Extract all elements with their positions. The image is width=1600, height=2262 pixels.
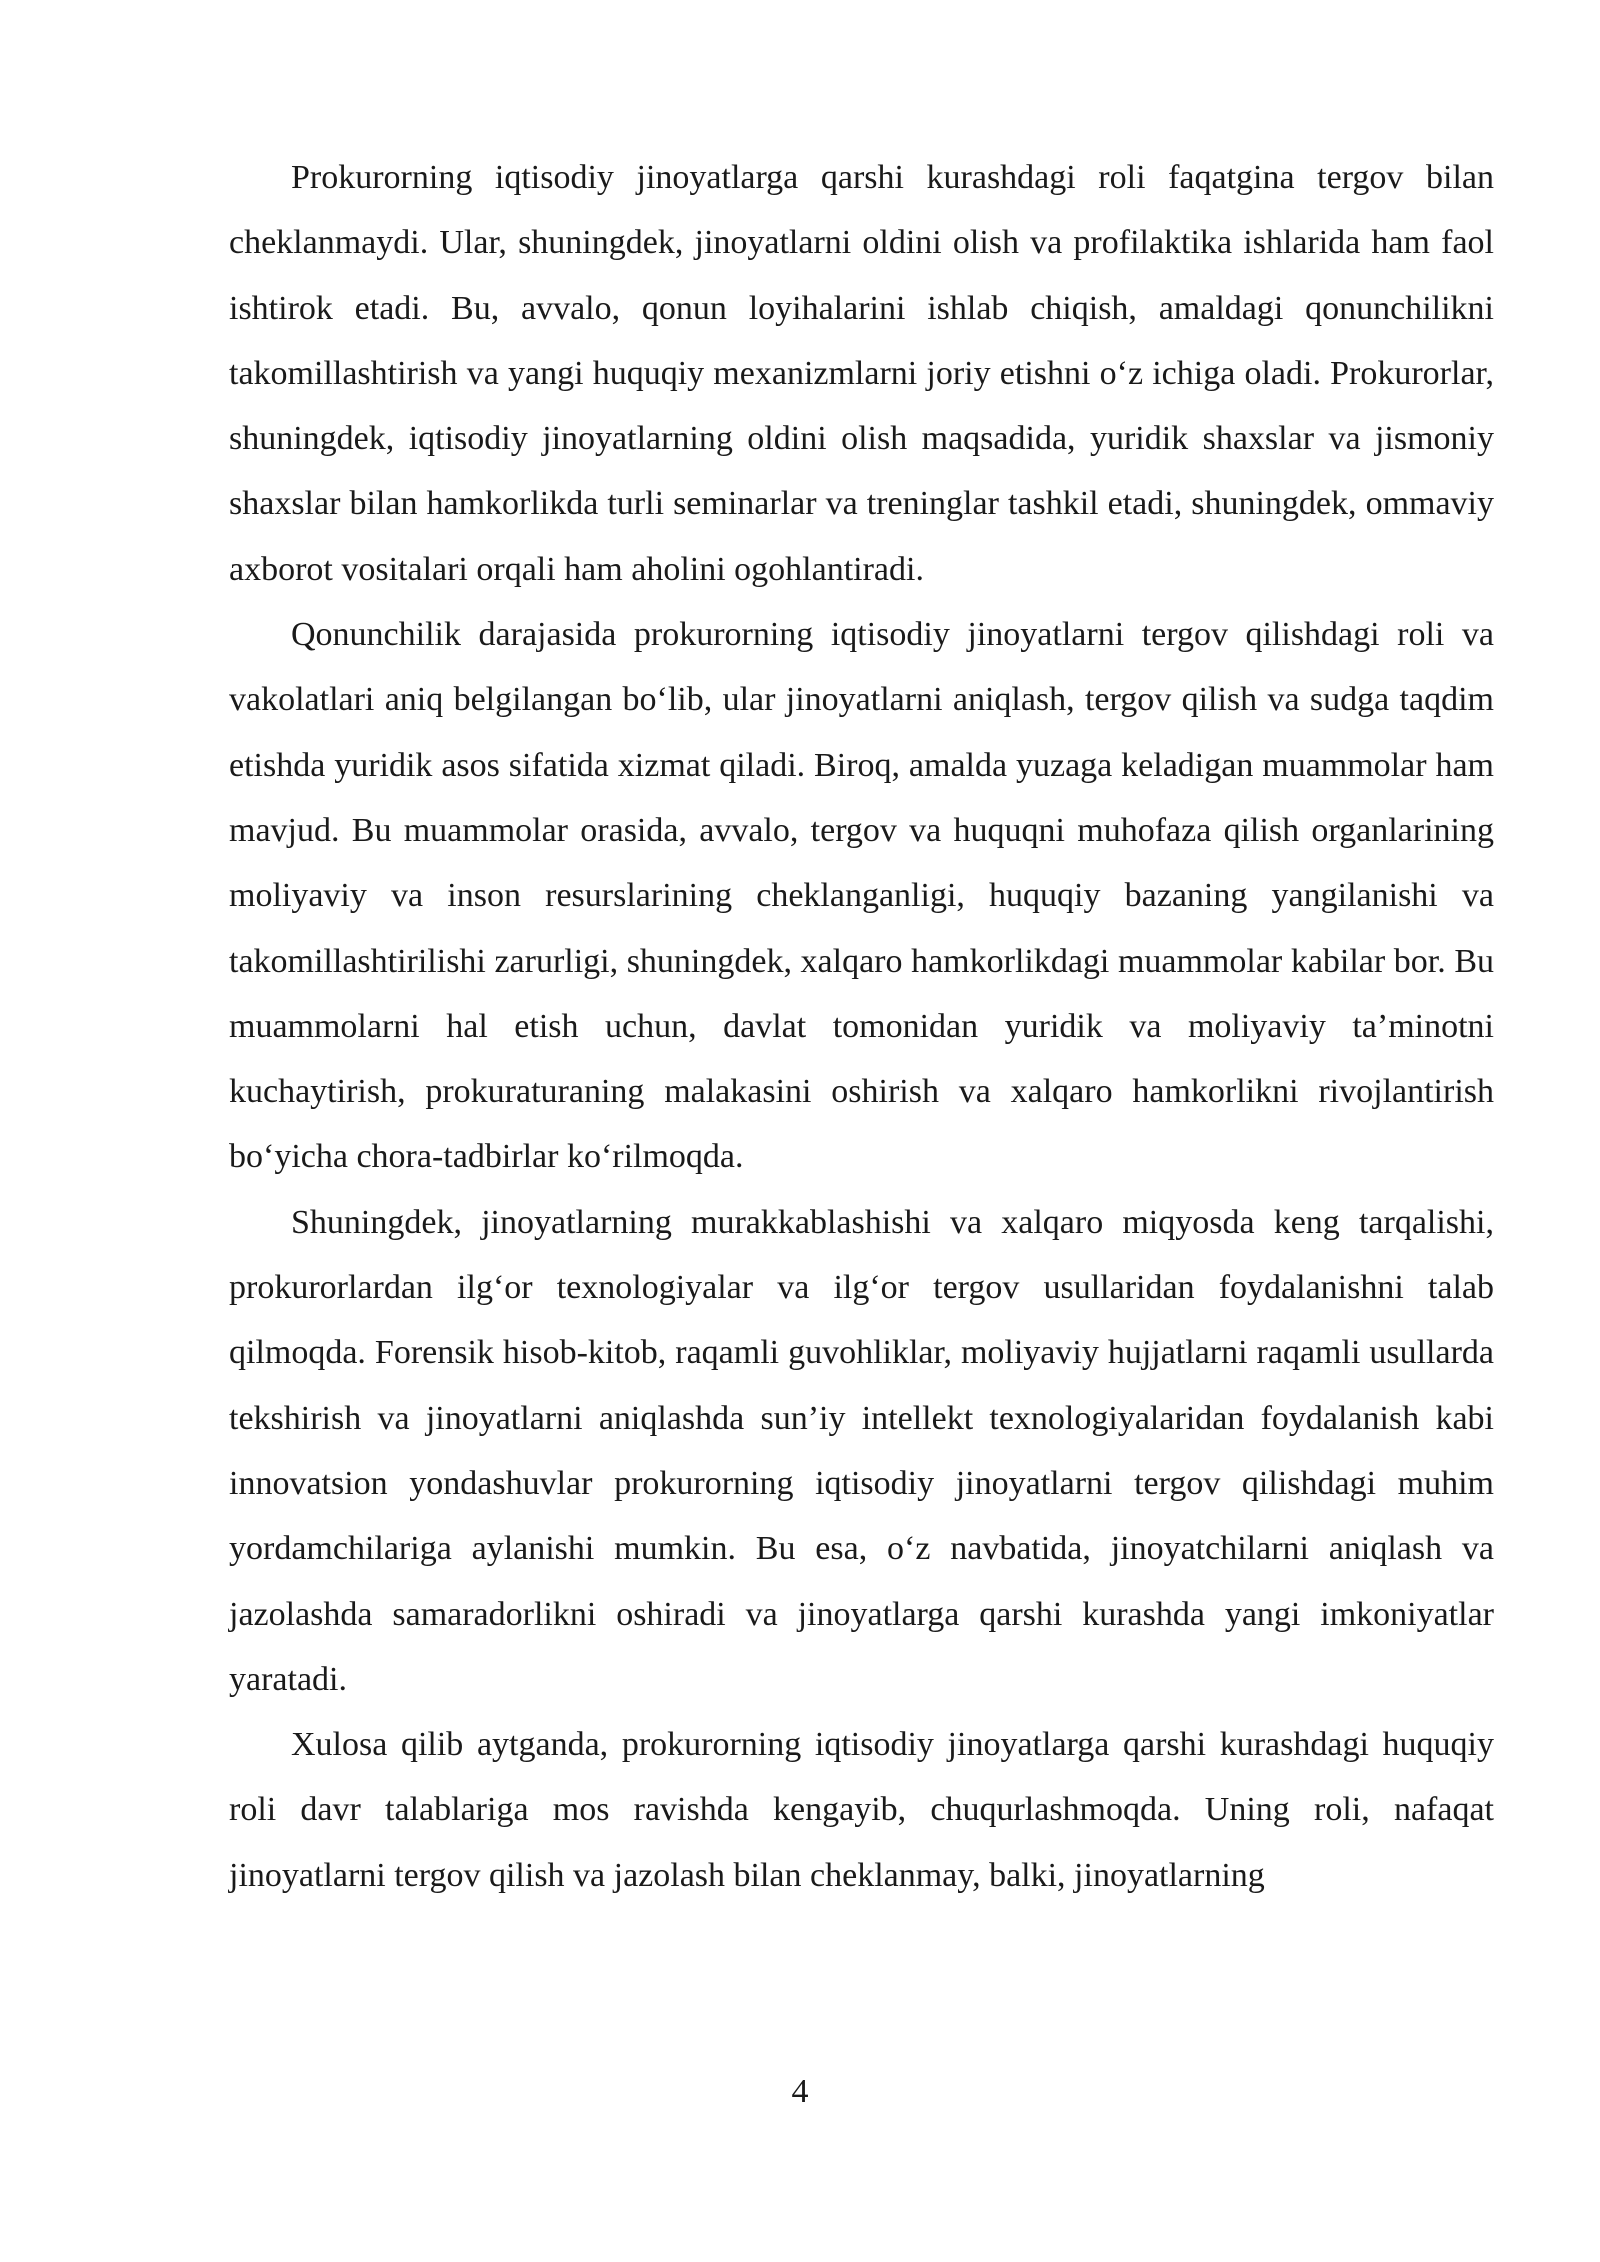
paragraph-2: Qonunchilik darajasida prokurorning iqtisodiy jinoyatlarni tergov qilishdagi roli va vakolatlari aniq belgilangan bo‘lib, ular jinoyatlarni aniqlash, tergov qilish va sudga taqdim etishda yuridik asos sifatida xizmat qiladi. Biroq, amalda yuzaga keladigan muammolar ham mavjud. Bu muammolar orasida, avvalo, tergov va huquqni muhofaza qilish organlarining moliyaviy va inson resurslarining cheklanganligi, huquqiy bazaning yangilanishi va takomillashtirilishi zarurligi, shuningdek, xalqaro hamkorlikdagi muammolar kabilar bor. Bu muammolarni hal etish uchun, davlat tomonidan yuridik va moliyaviy ta’minotni kuchaytirish, prokuraturaning malakasini oshirish va xalqaro hamkorlikni rivojlantirish bo‘yicha chora-tadbirlar ko‘rilmoqda. (229, 616, 1494, 1176)
document-body (229, 145, 1494, 1908)
paragraph-4: Xulosa qilib aytganda, prokurorning iqtisodiy jinoyatlarga qarshi kurashdagi huquqiy roli davr talablariga mos ravishda kengayib, chuqurlashmoqda. Uning roli, nafaqat jinoyatlarni tergov qilish va jazolash bilan cheklanmay, balki, jinoyatlarning (229, 1726, 1494, 1894)
paragraph-3: Shuningdek, jinoyatlarning murakkablashishi va xalqaro miqyosda keng tarqalishi, prokurorlardan ilg‘or texnologiyalar va ilg‘or tergov usullaridan foydalanishni talab qilmoqda. Forensik hisob-kitob, raqamli guvohliklar, moliyaviy hujjatlarni raqamli usullarda tekshirish va jinoyatlarni aniqlashda sun’iy intellekt texnologiyalaridan foydalanish kabi innovatsion yondashuvlar prokurorning iqtisodiy jinoyatlarni tergov qilishdagi muhim yordamchilariga aylanishi mumkin. Bu esa, o‘z navbatida, jinoyatchilarni aniqlash va jazolashda samaradorlikni oshiradi va jinoyatlarga qarshi kurashda yangi imkoniyatlar yaratadi. (229, 1203, 1494, 1698)
page-number: 4 (791, 2073, 809, 2110)
paragraph-1: Prokurorning iqtisodiy jinoyatlarga qarshi kurashdagi roli faqatgina tergov bilan cheklanmaydi. Ular, shuningdek, jinoyatlarni oldini olish va profilaktika ishlarida ham faol ishtirok etadi. Bu, avvalo, qonun loyihalarini ishlab chiqish, amaldagi qonunchilikni takomillashtirish va yangi huquqiy mexanizmlarni joriy etishni o‘z ichiga oladi. Prokurorlar, shuningdek, iqtisodiy jinoyatlarning oldini olish maqsadida, yuridik shaxslar va jismoniy shaxslar bilan hamkorlikda turli seminarlar va treninglar tashkil etadi, shuningdek, ommaviy axborot vositalari orqali ham aholini ogohlantiradi. (229, 159, 1494, 588)
